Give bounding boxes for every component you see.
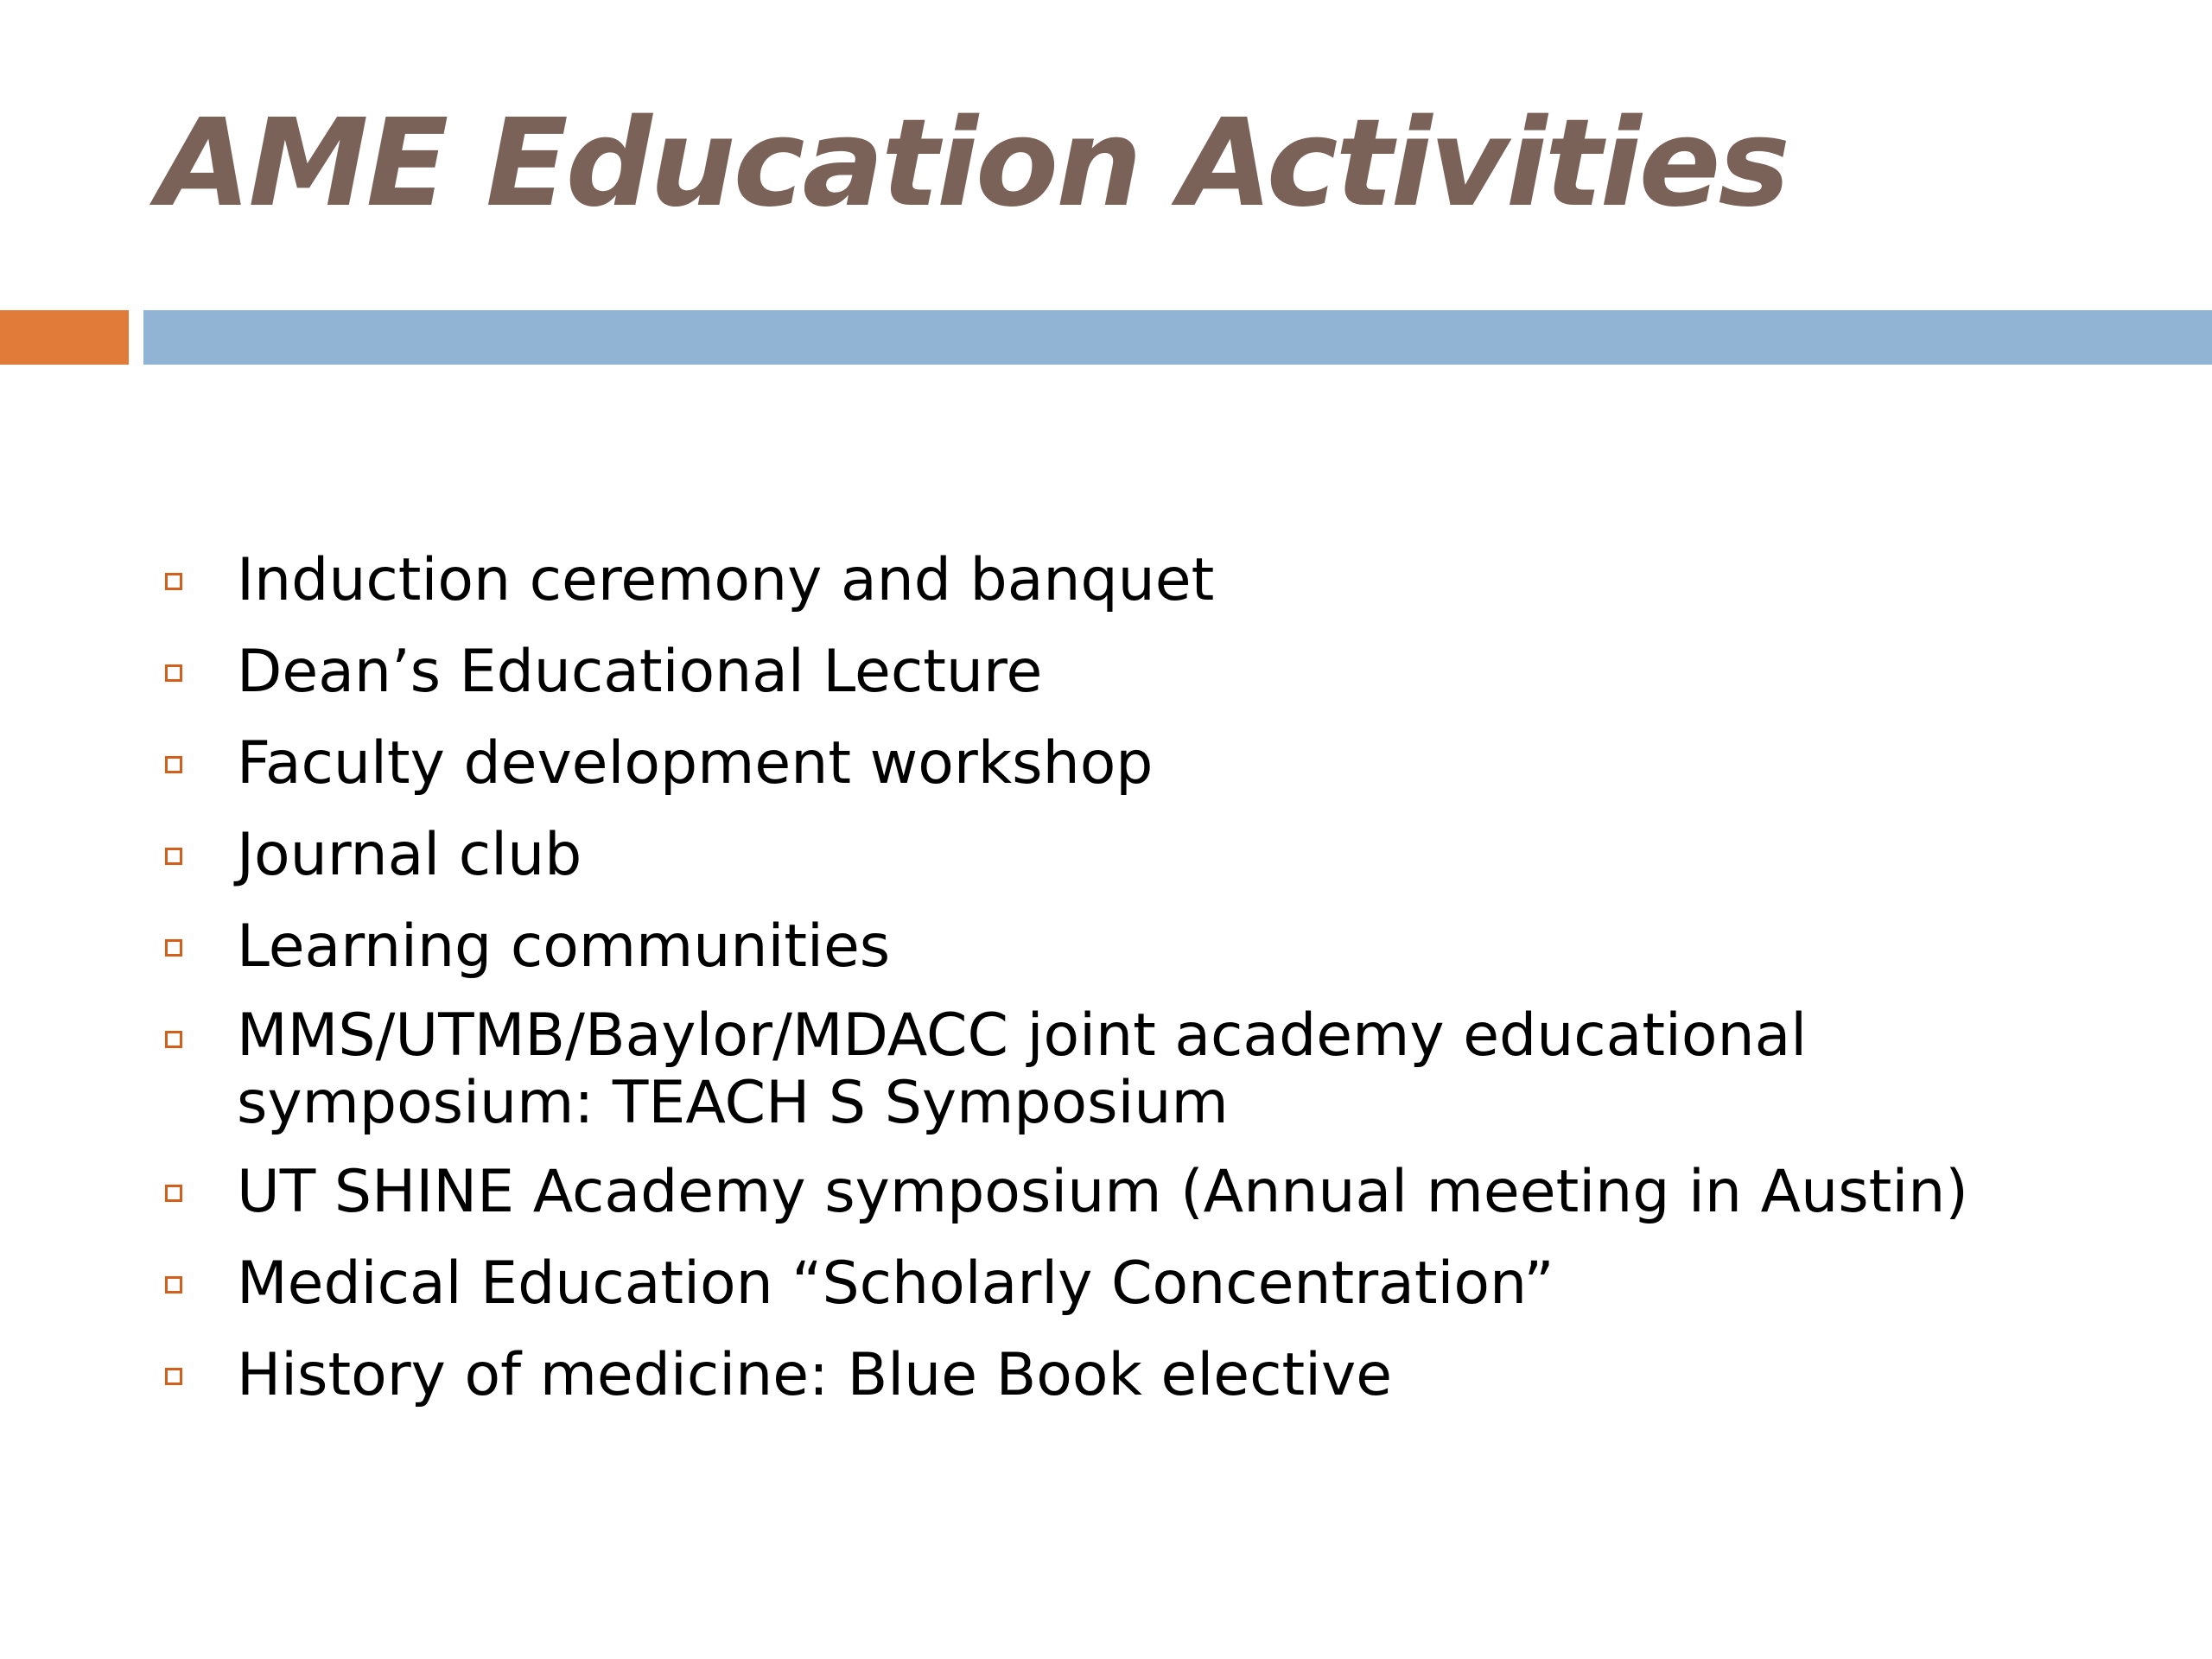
square-bullet-icon (165, 1185, 182, 1202)
bullet-item (162, 544, 2107, 617)
bullet-item (162, 911, 2107, 983)
bullet-item (162, 1248, 2107, 1320)
title-rule-bar (143, 310, 2212, 365)
square-bullet-icon (165, 1368, 182, 1385)
bullet-text: Faculty development workshop (237, 729, 1154, 798)
square-bullet-icon (165, 1276, 182, 1294)
square-bullet-icon (165, 848, 182, 865)
square-bullet-icon (165, 939, 182, 957)
bullet-text: MMS/UTMB/Baylor/MDACC joint academy educational symposium: TEACH S Symposium (237, 1001, 1808, 1137)
bullet-text: Learning communities (237, 912, 891, 981)
bullet-text: Medical Education “Scholarly Concentration” (237, 1249, 1554, 1318)
bullet-text: Dean’s Educational Lecture (237, 638, 1043, 706)
bullet-item (162, 1339, 2107, 1412)
bullet-list (162, 544, 2107, 1431)
square-bullet-icon (165, 756, 182, 773)
bullet-text: History of medicine: Blue Book elective (237, 1341, 1393, 1409)
bullet-text: UT SHINE Academy symposium (Annual meeting in Austin) (237, 1158, 1968, 1226)
square-bullet-icon (165, 1031, 182, 1048)
square-bullet-icon (165, 573, 182, 590)
bullet-item (162, 728, 2107, 800)
bullet-item (162, 1156, 2107, 1229)
slide-title: AME Education Activities (157, 93, 1788, 234)
bullet-item (162, 1002, 1965, 1137)
bullet-text: Journal club (237, 821, 582, 889)
square-bullet-icon (165, 664, 182, 682)
bullet-text: Induction ceremony and banquet (237, 546, 1215, 614)
bullet-item (162, 819, 2107, 892)
accent-bar (0, 310, 129, 365)
bullet-item (162, 636, 2107, 709)
